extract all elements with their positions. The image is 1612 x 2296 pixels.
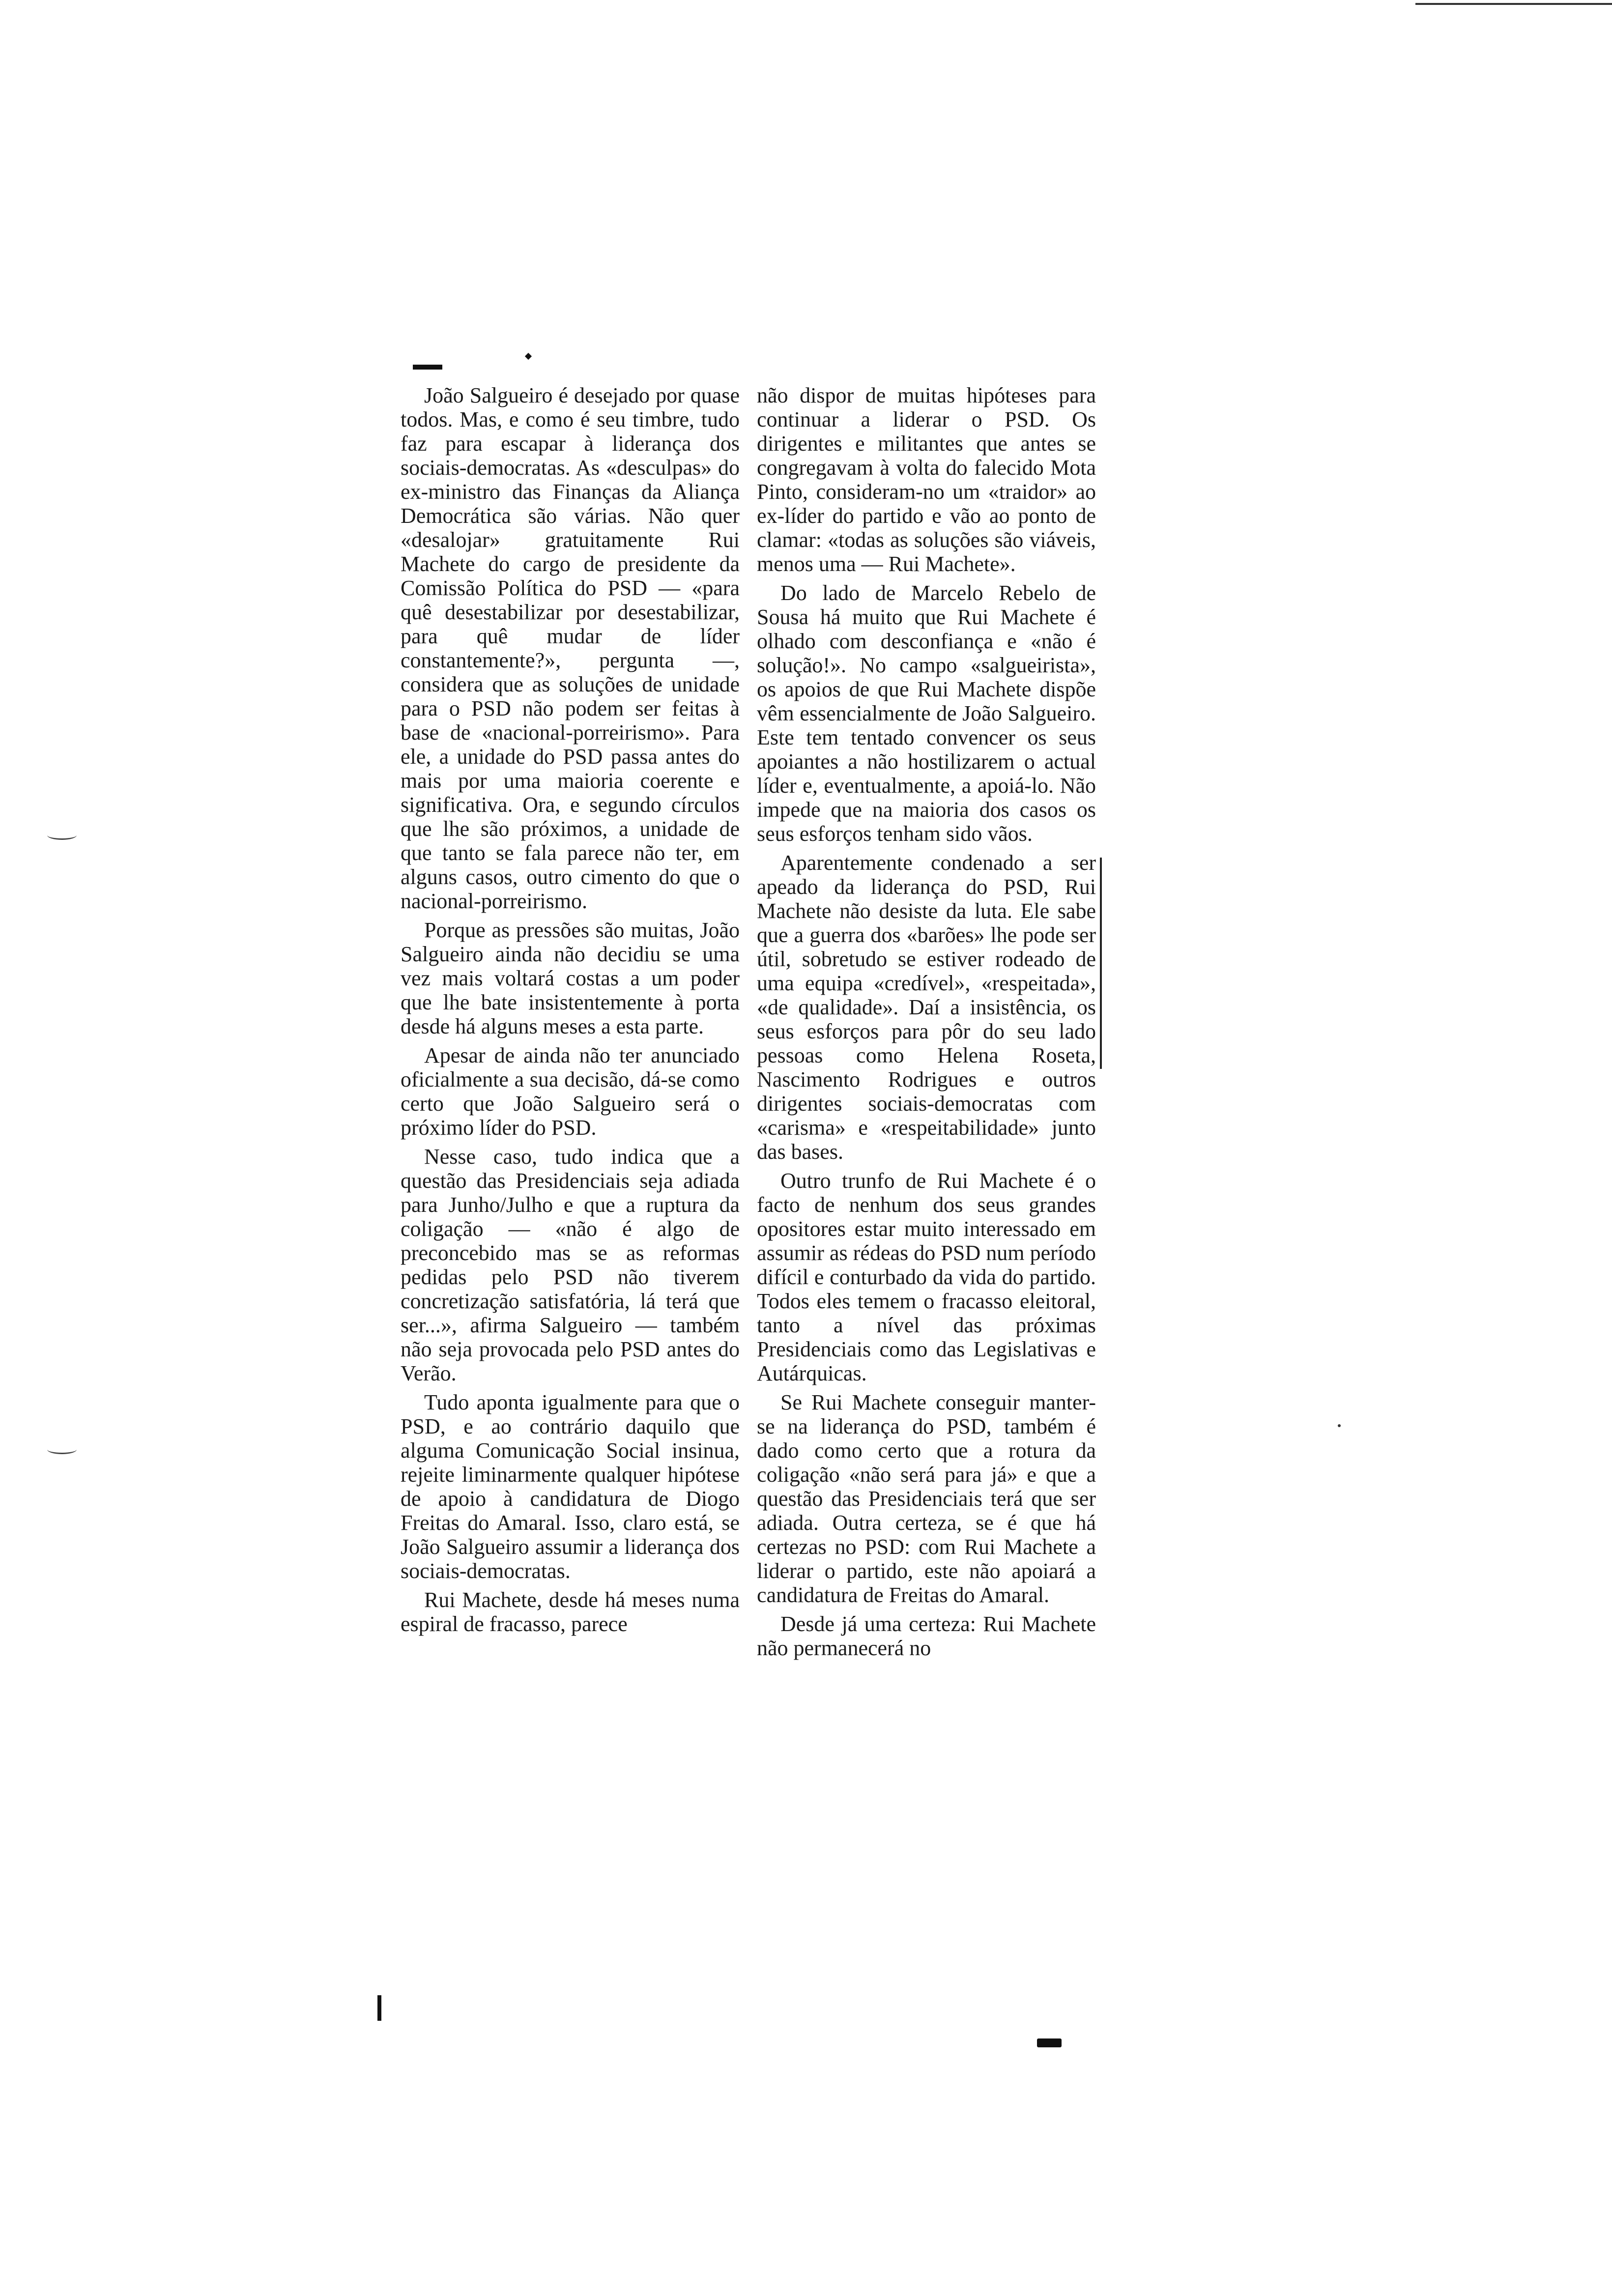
scan-edge-rule xyxy=(1415,3,1612,5)
article-column-left xyxy=(401,383,740,1641)
scan-artifact-curve xyxy=(47,1445,77,1454)
article-column-right xyxy=(757,383,1096,1665)
paragraph: Se Rui Machete conseguir manter-se na liderança do PSD, também é dado como certo que a rotura da coligação «não será para já» e que a questão das Presidenciais terá que ser adiada. Outra certeza, se é que há certezas no PSD: com Rui Machete a liderar o partido, este não apoiará a candidatura de Freitas do Amaral. xyxy=(757,1390,1096,1607)
column-margin-bar xyxy=(377,1995,381,2021)
paragraph: Outro trunfo de Rui Machete é o facto de nenhum dos seus grandes opositores estar muito interessado em assumir as rédeas do PSD num período difícil e conturbado da vida do partido. Todos eles temem o fracasso eleitoral, tanto a nível das próximas Presidenciais como das Legislativas e Autárquicas. xyxy=(757,1169,1096,1385)
article-end-mark xyxy=(1037,2038,1062,2047)
paragraph: Rui Machete, desde há meses numa espiral de fracasso, parece xyxy=(401,1588,740,1636)
paragraph: João Salgueiro é desejado por quase todos. Mas, e como é seu timbre, tudo faz para escapar à liderança dos sociais-democratas. As «desculpas» do ex-ministro das Finanças da Aliança Democrática são várias. Não quer «desalojar» gratuitamente Rui Machete do cargo de presidente da Comissão Política do PSD — «para quê desestabilizar por desestabilizar, para quê mudar de líder constantemente?», pergunta —, considera que as soluções de unidade para o PSD não podem ser feitas à base de «nacional-porreirismo». Para ele, a unidade do PSD passa antes do mais por uma maioria coerente e significativa. Ora, e segundo círculos que lhe são próximos, a unidade de que tanto se fala parece não ter, em alguns casos, outro cimento do que o nacional-porreirismo. xyxy=(401,383,740,913)
paragraph: Aparentemente condenado a ser apeado da liderança do PSD, Rui Machete não desiste da luta. Ele sabe que a guerra dos «barões» lhe pode ser útil, sobretudo se estiver rodeado de uma equipa «credível», «respeitada», «de qualidade». Daí a insistência, os seus esforços para pôr do seu lado pessoas como Helena Roseta, Nascimento Rodrigues e outros dirigentes sociais-democratas com «carisma» e «respeitabilidade» junto das bases. xyxy=(757,851,1096,1164)
paragraph: Nesse caso, tudo indica que a questão das Presidenciais seja adiada para Junho/Julho e que a ruptura da coligação — «não é algo de preconcebido mas se as reformas pedidas pelo PSD não tiverem concretização satisfatória, lá terá que ser...», afirma Salgueiro — também não seja provocada pelo PSD antes do Verão. xyxy=(401,1145,740,1385)
paragraph: Porque as pressões são muitas, João Salgueiro ainda não decidiu se uma vez mais voltará costas a um poder que lhe bate insistentemente à porta desde há alguns meses a esta parte. xyxy=(401,918,740,1038)
paragraph: Tudo aponta igualmente para que o PSD, e ao contrário daquilo que alguma Comunicação Social insinua, rejeite liminarmente qualquer hipótese de apoio à candidatura de Diogo Freitas do Amaral. Isso, claro está, se João Salgueiro assumir a liderança dos sociais-democratas. xyxy=(401,1390,740,1583)
scan-artifact-curve xyxy=(47,831,77,840)
paragraph: Do lado de Marcelo Rebelo de Sousa há muito que Rui Machete é olhado com desconfiança e «não é solução!». No campo «salgueirista», os apoios de que Rui Machete dispõe vêm essencialmente de João Salgueiro. Este tem tentado convencer os seus apoiantes a não hostilizarem o actual líder e, eventualmente, a apoiá-lo. Não impede que na maioria dos casos os seus esforços tenham sido vãos. xyxy=(757,581,1096,846)
article-start-dash xyxy=(413,365,442,370)
paragraph: Apesar de ainda não ter anunciado oficialmente a sua decisão, dá-se como certo que João Salgueiro será o próximo líder do PSD. xyxy=(401,1043,740,1140)
paragraph: não dispor de muitas hipóteses para continuar a liderar o PSD. Os dirigentes e militantes que antes se congregavam à volta do falecido Mota Pinto, consideram-no um «traidor» ao ex-líder do partido e vão ao ponto de clamar: «todas as soluções são viáveis, menos uma — Rui Machete». xyxy=(757,383,1096,576)
scan-speck xyxy=(1338,1424,1341,1427)
column-margin-bar xyxy=(1100,858,1102,1069)
paragraph: Desde já uma certeza: Rui Machete não permanecerá no xyxy=(757,1612,1096,1660)
article-start-dot xyxy=(525,353,532,360)
